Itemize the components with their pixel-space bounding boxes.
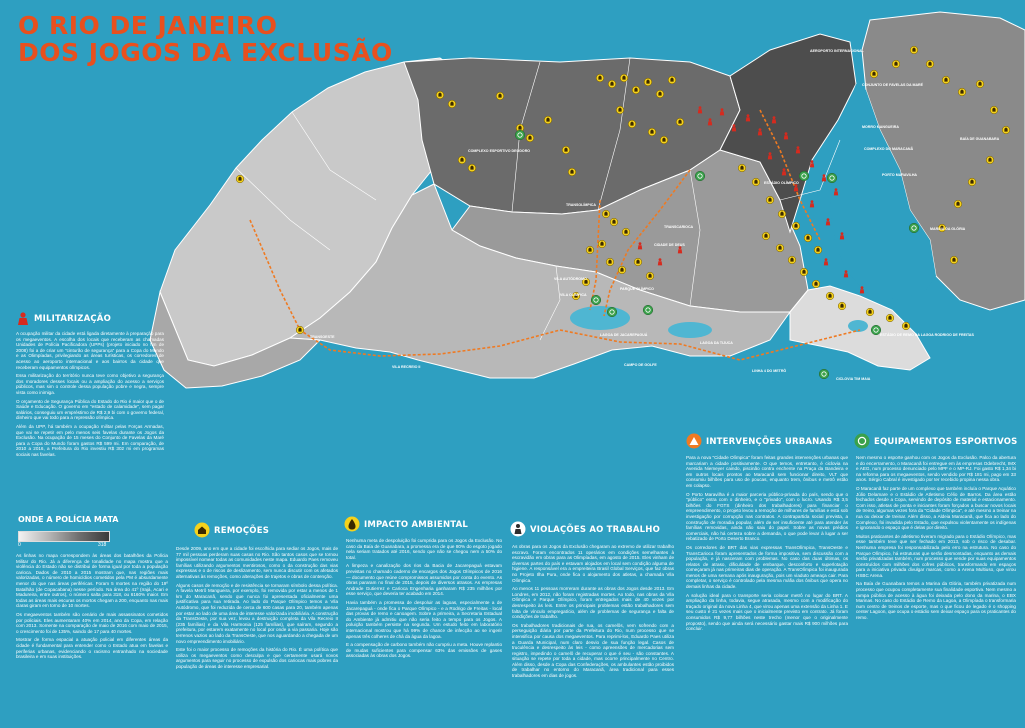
label-complexo-deodoro: COMPLEXO ESPORTIVO DEODORO bbox=[468, 149, 531, 153]
label-lagoa-tijuca: LAGOA DA TIJUCA bbox=[700, 341, 733, 345]
stadium-icon bbox=[854, 433, 870, 449]
label-transoeste: TRANSOESTE bbox=[310, 335, 335, 339]
label-morro-mangueira: MORRO MANGUEIRA bbox=[862, 125, 899, 129]
equipamentos-heading: EQUIPAMENTOS ESPORTIVOS bbox=[874, 437, 1018, 447]
equipamentos-text: Nem mesmo o esporte ganhou com os Jogos da Exclusão. Palco da abertura e do encerramento, o Maracanã foi entregue em às empresas Odebrecht, IMX e AEG, num processo denunciado pelo MPF e o MP-RJ. Foi gasto R$ 1,34 bi na reforma para os megaeventos, sendo vendido por R$ 181 mi, pago em 33 anos. Sérgio Cabral é investigado por ter recebido propina nessa obra. O Maracanã faz parte de um complexo que também incluía o Parque Aquático Júlio Delamare e o Estádio de Atletismo Célio de Barros. Da área estão fechados desde a Copa, servindo de depósito de material e estacionamento. Com isso, atletas de ponta e iniciantes foram forçados a buscar novos locais de treino, algumas vezes fora da "Cidade Olímpica", e até mesmo a treinar na rua ou deixar de treinar. Além disso, a Aldeia Maracanã, que fica ao lado do Complexo, foi invadida pelo Estado, que expulsou violentamente os indígenas e ignorando o espaço que é delas por direito. Muitos praticantes de atletismo tiveram migrado para o Estádio Olímpico, mas esse também teve que ser fechado em 2013, sob o risco de desabar. Nenhuma empresa foi responsabilizada pelo erro na estrutura. No caso do Parque Olímpico, há estruturas que serão desmontadas, enquanto as demais serão privatizadas também, num processo que vende por suas equipamentos construídos com milhões dos cofres públicos, transformando em espaços para a iniciativa privada divulgar marcas, como a Arena Multiuso, que virou HSBC Arena. Na Baía de Guanabara temos a Marina da Glória, também privatizada num processo que ocupou completamente sua finalidade esportiva. Nem mesmo a rampa pública de acesso à água foi deixada pelo dono da marina, o EBX Marinas. No caso do Estádio de Remo da Lagoa, a Olimpíada o transformaria num centro de treinos de esporte, mas o que ficou de legado é o shopping center Lagoon, que ocupa o estádio sem deixar espaço para os praticantes do remo. bbox=[856, 455, 1016, 621]
title-line-2: DOS JOGOS DA EXCLUSÃO bbox=[18, 38, 393, 67]
label-conjunto-favelas: CONJUNTO DE FAVELAS DA MARÉ bbox=[862, 83, 924, 87]
label-campo-golfe: CAMPO DE GOLFE bbox=[624, 363, 657, 367]
impacto-text: Nenhuma meta de despoluição foi cumprida para os Jogos da Exclusão. No caso da Baía de Guanabara, a promessa era de que 80% do esgoto jogado nela seriam tratados até 2016, sendo que não se chegou nem a 50% do total. A limpeza e canalização dos rios da Bacia de Jacarepaguá estavam previstas no chamado caderno de encargos dos Jogos Olímpicos de 2016 — documento que reúne compromissos assumidos por conta do evento. As obras pararam no final de 2015, depois de diversos atrasos. As empresas Andrade Gutierrez e Carioca Engenharia ganharam R$ 235 milhões por esse serviço, que deveria ter acabado em 2014. Havia também a promessa de despoluir as lagoas, especialmente a de Jacarepaguá - onde fica o Parque Olímpico - e a Rodrigo de Freitas - local das provas de remo e canoagem. Sobre a primeira, a Secretaria Estadual do Ambiente já admitiu que não seria feito a tempo para os Jogos. A poluição também persiste na segunda. Um estudo feito em laboratório internacional mostrou que há 99% de chance de infecção ao se ingerir apenas três colheres de chá da água da lagoa. E a compensação de carbono também não cumpriu a meta. Houve replantio de mudas suficientes para compensar 63% das emissões de gases associadas às obras dos Jogos. bbox=[346, 538, 502, 659]
impacto-heading: IMPACTO AMBIENTAL bbox=[364, 520, 469, 530]
title-line-1: O RIO DE JANEIRO bbox=[18, 11, 278, 40]
legend-min: 0 bbox=[18, 542, 21, 548]
label-linha-metro: LINHA 4 DO METRÔ bbox=[752, 369, 787, 373]
lagoa-tijuca-water bbox=[668, 322, 712, 338]
label-aeroporto: AEROPORTO INTERNACIONAL bbox=[810, 49, 864, 53]
label-estadio-olimpico: ESTÁDIO OLÍMPICO bbox=[764, 181, 799, 185]
militarizacao-heading: MILITARIZAÇÃO bbox=[34, 314, 112, 324]
remocoes-text: Desde 2009, ano em que a cidade foi escolhida para sediar os Jogos, mais de 77 mil pessoas perderam suas casas no Rio. São tantos casos que se tornou impossível nomear todas as comunidades neste mapa. Eduardo Paes removeu famílias utilizando argumentos mentirosos, como o da construção das vias expressas e o de riscos de deslizamento, sem nunca discutir com os afetados alternativas às remoções, como alterações de trajetos e obras de contenção. Alguns casos de remoção e de resistência se tornaram símbolo dessa política. A favela Metrô Mangueira, por exemplo, foi removida por estar a menos de 1 km do Maracanã, sendo que nunca foi apresentada oficialmente uma justificativa para sua retirada. Ao lado do Parque Olímpico temos a Vila Autódromo, que foi reduzida de cerca de 600 casas para 20, também apenas por estar ao lado de uma área de interesse valorizada imobiliária. A construção da TransOeste, por sua vez, levou a destruição completa da Vila Recreio II (235 famílias) e da Vila Harmonia (125 famílias), que saíram, segundo a prefeitura, por estarem exatamente no local por onde a via passaria. Hoje são terrenos vazios ao lado da TransOeste, que nos aguardando a chegada de um novo empreendimento imobiliário. Este foi o maior processo de remoções da história do Rio. É uma política que utiliza os megaeventos como desculpa e que certamente usará novos argumentos para seguir no processo de expulsão dos cariocas mais pobres da população de áreas de interesse empresarial. bbox=[176, 546, 338, 669]
label-baia: BAÍA DE GUANABARA bbox=[960, 137, 1000, 141]
page-title bbox=[18, 12, 393, 66]
label-estadio-remo: ESTÁDIO DE REMO DA LAGOA RODRIGO DE FREITAS bbox=[880, 333, 974, 337]
label-parque-olimpico: PARQUE OLÍMPICO bbox=[620, 287, 654, 291]
label-lagoa-jacarepagua: LAGOA DE JACAREPAGUÁ bbox=[600, 333, 648, 337]
construction-icon bbox=[686, 433, 702, 449]
label-porto-maravilha: PORTO MARAVILHA bbox=[882, 173, 918, 177]
remocoes-heading: REMOÇÕES bbox=[214, 526, 270, 536]
house-icon bbox=[194, 522, 210, 538]
worker-icon bbox=[510, 521, 526, 537]
intervencoes-heading: INTERVENÇÕES URBANAS bbox=[706, 437, 833, 447]
label-complexo-maracana: COMPLEXO DO MARACANÃ bbox=[864, 147, 914, 151]
militarizacao-text: A ocupação militar da cidade está ligada diretamente à preparação para os megaeventos. A escolha dos locais que receberam as chamadas Unidades de Polícia Pacificadora (UPPs) (projeto iniciado no fim de 2008) foi a de criar um "cinturão de segurança" para a Copa do Mundo e as Olimpíadas, privilegiando as áreas turísticas, os corredores de acesso ao aeroporto internacional e aos bairros da cidade que receberam equipamentos olímpicos. Essa militarização do território nunca teve como objetivo a segurança dos moradores desses locais ou a ampliação do acesso a serviços públicos, mas sim o controle dessa população pobre e negra, sempre vista como inimiga. O orçamento de Segurança Pública do Estado do Rio é maior que o de Saúde e Educação. O governo em "estado de calamidade", sem pagar salários, conseguiu um empréstimo de R$ 2,9 bi com o governo federal, dinheiro que vai todo para a repressão olímpica. Além da UPP, há também a ocupação militar pelas Forças Armadas, que vai se repetir em pelo menos seis favelas durante os Jogos da Exclusão. Na ocupação de 15 meses do Conjunto de Favelas da Maré para a Copa do Mundo foram gastos R$ 599 mi. Em comparação, de 2010 a 2016, a Prefeitura do Rio investiu R$ 302 mi em programas sociais nas favelas. bbox=[16, 331, 164, 457]
lagoa-jacarepagua-water bbox=[570, 306, 630, 330]
label-vila-recreio: VILA RECREIO II bbox=[392, 365, 421, 369]
legend-scale-bar bbox=[18, 531, 110, 542]
polluted-water-icon bbox=[344, 516, 360, 532]
label-vila-olimpica: VILA OLÍMPICA bbox=[560, 293, 587, 297]
label-vila-autodromo: VILA AUTÓDROMO bbox=[554, 277, 587, 281]
legend-heading: ONDE A POLÍCIA MATA bbox=[18, 515, 119, 524]
intervencoes-text: Para a nova "Cidade Olímpica" foram feitas grandes intervenções urbanas que marcariam a cidade positivamente. O que temos, entretanto, é ciclovia na Avenida Niemeyer caindo, piscinão contra enchente na Praça da Bandeira e em outros locais prontos ao Maracanã sem funcionar direito, VLT que consumiu bilhões para uso de poucas, enquanto trem, ônibus e metrô estão em colapso. O Porto Maravilha é a maior parceria público-privada do país, sendo que o "público" entra com o dinheiro, e o "privado", com o lucro. Usando R$ 3,5 bilhões do FGTS (dinheiro dos trabalhadores) para financiar o empreendimento, o projeto levou a remoção de milhares de famílias e está sob investigação por corrupção nas contratos. A contrapartida social prevista, a construção de moradia popular, além de ser insuficiente até para atender às famílias removidas, ainda não saiu do papel. Sobre as novas prédios comerciais, não há certeza sobre a demanda, o que pode levar à lugar a ser rebatizado de Porto Deserto Branco. Os corredores de BRT das vias expressas TransOlímpica, TransOeste e TransCarioca foram apresentados de forma impositiva, sem discussão com a população, e já nasceram com problemas. No caso das duas últimas, os relatos de atraso, dificuldade de embarque, desconforto e superlotação começaram já nas primeiras dias de operação. A TransOlímpica foi inaugurada menos de uma semana após inauguração, pois um viaduto ameaça cair. Para completar, o serviço é controlado pela mesma máfia dos ônibus que opera no demais linhas da cidade. A solução ideal para o transporte seria colocar metrô no lugar do BRT. A ampliação da linha, todavia, segue atrasada, mesmo com a modificação do traçado original da nova Linha 4, que virou apenas uma extensão da Linha 1. E seu custo é 21 vezes mais que o inicialmente previsto em contrato. Já foram consumidos R$ 9,77 bilhões neste trecho (menor que o originalmente proposto), sendo que ainda será necessário gastar mais R$ 900 milhões para concluir. bbox=[686, 455, 848, 632]
label-marina-gloria: MARINA DA GLÓRIA bbox=[930, 227, 966, 231]
soldier-icon bbox=[16, 311, 30, 325]
violacoes-text: As obras para os Jogos da Exclusão chegaram ao extremo de utilizar trabalho escravo. Foram encontrados 11 operários em condições semelhantes à escravidão em obras para as Olimpíadas, em agosto de 2015. Eles vinham de diversas partes do país e estavam alojados em local sem condição alguma de higiene. A responsável era a empreiteira Brasil Global Serviços, que faz obras no Projeto Ilha Pura, onde fica o alojamento dos atletas, a chamada Vila Olímpica. Ao menos 11 pessoas morreram durante as obras dos Jogos desde 2013. Em Londres, em 2012, não foram registradas mortes. Ao todo, nas obras da Vila Olímpica e Parque Olímpico, foram entregados mais de 40 vezes por desrespeito às leis. Entre os principais problemas estão trabalhadores sem falta de vínculo empregatício, além de problemas de segurança e falta de condições de trabalho. Os trabalhadores tradicionais de rua, os camelôs, vem sofrendo com a perseguição diária por parte da Prefeitura do Rio, num processo que se intensifica por causa dos megaeventos. Para reprimi-los, Eduardo Paes utiliza a Guarda Municipal, num claro desvio de sua função legal. Casos de truculência e desrespeito às leis - como apreensões de mercadorias sem registro, impedindo o camelô de recuperar o que é seu - são constantes. A situação se repete por toda a cidade, mas ocorre principalmente no Centro. Além disso, desde a Copa das Confederações, os ambulantes estão proibidos de trabalhar no entorno do Maracanã, área tradicional para esses trabalhadores em dias de jogos. bbox=[512, 544, 674, 679]
label-transcarioca: TRANSCARIOCA bbox=[664, 225, 694, 229]
label-cidade-deus: CIDADE DE DEUS bbox=[654, 243, 685, 247]
label-transolimpica: TRANSOLÍMPICA bbox=[566, 203, 596, 207]
violacoes-heading: VIOLAÇÕES AO TRABALHO bbox=[530, 525, 661, 535]
onde-mata-text: As linhas no mapa correspondem às áreas dos batalhões da Polícia Militar do Rio. Já a diferença de tonalidade no mapa mostra que a violência do Estado não se distribui de forma igual por toda a população carioca. Dados de 2010 a 2015 mostram que, nas regiões mais valorizadas, o número de homicídios cometidos pela PM é absurdamente menor do que nas áreas periféricas. Foram 5 mortes na região do 19º Batalhão (de Copacabana) nesse período. Na área do 41º (Irajá, Acari e Madureira, entre outros), o número salta para 318, ou 6160% maior. Em todas as áreas mais escuras os mortos chegam a 200, enquanto nas mais claras giram em torno de 10 mortes. Os megaeventos também são cenário de mais assassinatos cometidos por policiais. Eles aumentaram 40% em 2014, ano da Copa, em relação com 2013. Somente na comparação de maio de 2016 com maio de 2015, o crescimento foi de 135%, saindo de 17 para 40 mortes. Mostrar de forma espacial a atuação policial em diferentes áreas da cidade é fundamental para entender como o Estado atua em favelas e periferias urbanas, evidenciando o racismo entranhado na sociedade brasileira e em suas instituições. bbox=[16, 553, 168, 660]
legend-max: 318 bbox=[98, 542, 107, 548]
label-ciclovia: CICLOVIA TIM MAIA bbox=[836, 377, 871, 381]
